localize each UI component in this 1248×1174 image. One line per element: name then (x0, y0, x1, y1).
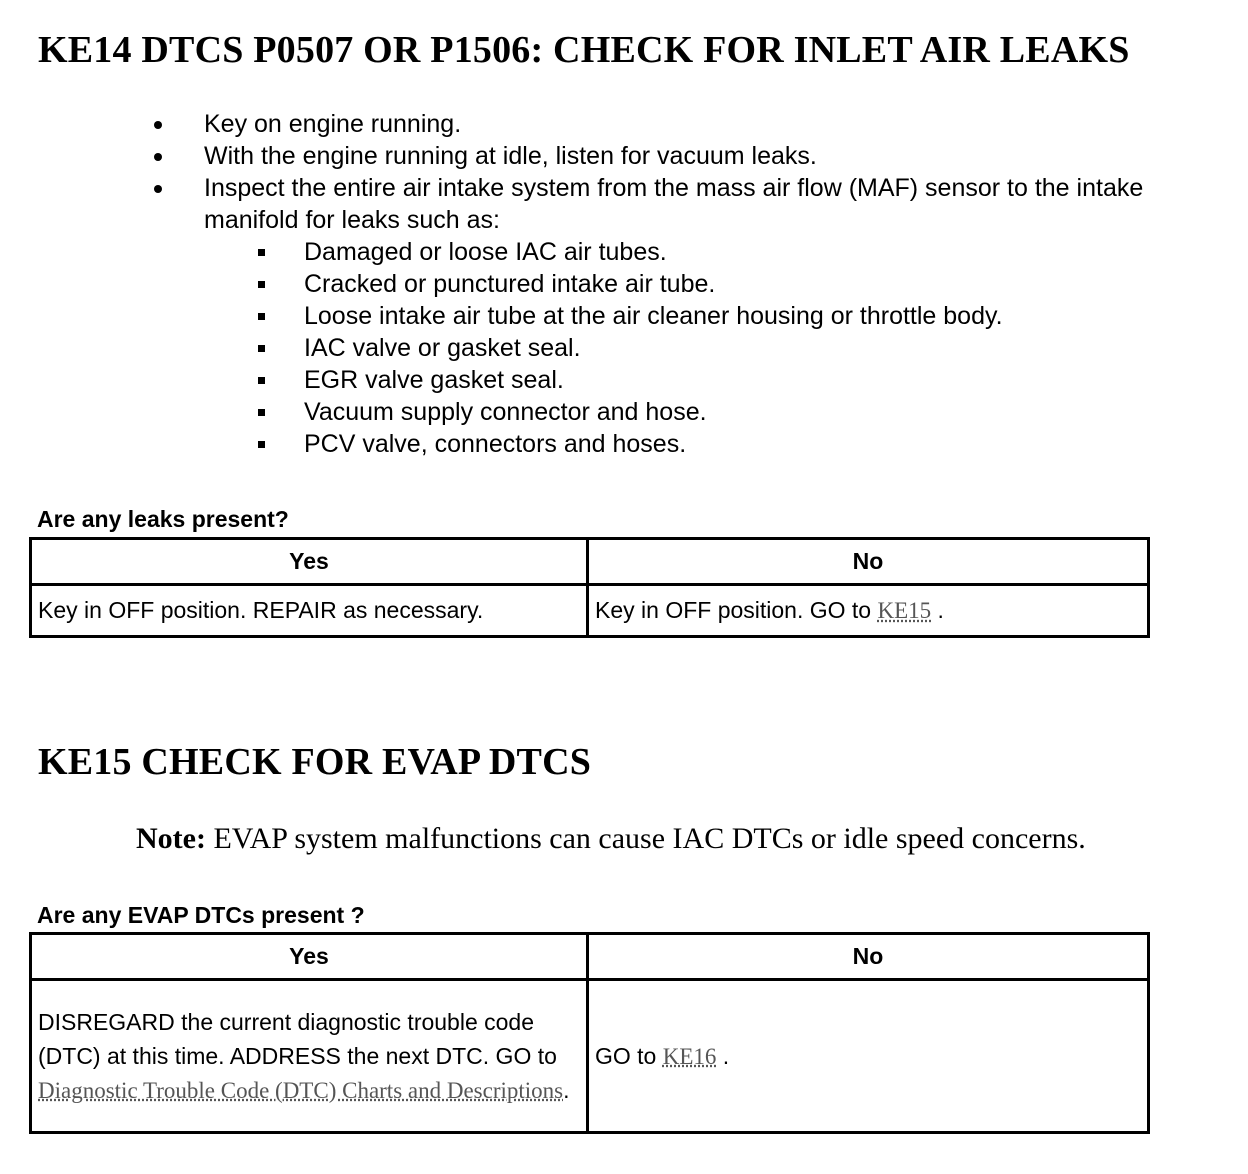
list-item (204, 332, 1188, 364)
evap-note (136, 822, 1086, 856)
leak-source-text: Damaged or loose IAC air tubes. (304, 238, 667, 266)
yes-cell (31, 980, 588, 1133)
yes-action-text: Key in OFF position. REPAIR as necessary. (38, 597, 484, 623)
bullet-icon (154, 121, 162, 129)
bullet-icon (154, 153, 162, 161)
leak-source-text: EGR valve gasket seal. (304, 366, 564, 394)
no-action-suffix: . (931, 597, 944, 623)
square-bullet-icon (258, 441, 265, 448)
leak-source-text: Vacuum supply connector and hose. (304, 398, 707, 426)
no-cell (588, 980, 1149, 1133)
ke14-heading: KE14 DTCS P0507 OR P1506: CHECK FOR INLET AIR LEAKS (38, 29, 1130, 71)
bullet-icon (154, 185, 162, 193)
ke16-link[interactable]: KE16 (662, 1043, 717, 1069)
square-bullet-icon (258, 313, 265, 320)
yes-header: Yes (31, 934, 588, 980)
leak-source-text: Cracked or punctured intake air tube. (304, 270, 716, 298)
table-header-row (31, 934, 1149, 980)
table-header-row (31, 539, 1149, 585)
no-cell (588, 585, 1149, 637)
ke14-steps-list (148, 108, 1188, 460)
square-bullet-icon (258, 281, 265, 288)
square-bullet-icon (258, 409, 265, 416)
ke15-link[interactable]: KE15 (877, 598, 932, 623)
dtc-charts-link[interactable]: Diagnostic Trouble Code (DTC) Charts and Descriptions (38, 1077, 564, 1103)
yes-action-text: DISREGARD the current diagnostic trouble code (DTC) at this time. ADDRESS the next DTC. GO to (38, 1008, 557, 1069)
no-action-suffix: . (716, 1042, 730, 1069)
step-text: With the engine running at idle, listen for vacuum leaks. (204, 142, 817, 170)
ke15-heading: KE15 CHECK FOR EVAP DTCS (38, 741, 592, 783)
evap-decision-table (29, 932, 1150, 1134)
no-header: No (588, 934, 1149, 980)
evap-question: Are any EVAP DTCs present ? (37, 902, 365, 928)
list-item (148, 108, 1188, 140)
step-text: Inspect the entire air intake system from the mass air flow (MAF) sensor to the intake manifold for leaks such as: (204, 174, 1144, 234)
no-action-text: GO to (595, 1042, 663, 1069)
list-item (204, 364, 1188, 396)
square-bullet-icon (258, 377, 265, 384)
note-text: EVAP system malfunctions can cause IAC DTCs or idle speed concerns. (205, 822, 1086, 855)
note-label: Note: (136, 822, 206, 855)
leak-source-text: IAC valve or gasket seal. (304, 334, 581, 362)
list-item (148, 172, 1188, 460)
leak-source-text: Loose intake air tube at the air cleaner housing or throttle body. (304, 302, 1003, 330)
list-item (204, 300, 1188, 332)
square-bullet-icon (258, 249, 265, 256)
list-item (148, 140, 1188, 172)
no-header: No (588, 539, 1149, 585)
list-item (204, 428, 1188, 460)
table-row (31, 585, 1149, 637)
leak-sources-list (204, 236, 1188, 460)
square-bullet-icon (258, 345, 265, 352)
step-text: Key on engine running. (204, 110, 462, 138)
no-action-text: Key in OFF position. GO to (595, 597, 878, 623)
table-row (31, 980, 1149, 1133)
list-item (204, 236, 1188, 268)
yes-header: Yes (31, 539, 588, 585)
leak-source-text: PCV valve, connectors and hoses. (304, 430, 687, 458)
yes-action-suffix: . (563, 1076, 570, 1103)
yes-cell (31, 585, 588, 637)
leaks-question: Are any leaks present? (37, 506, 289, 532)
leaks-decision-table (29, 537, 1150, 638)
list-item (204, 268, 1188, 300)
list-item (204, 396, 1188, 428)
